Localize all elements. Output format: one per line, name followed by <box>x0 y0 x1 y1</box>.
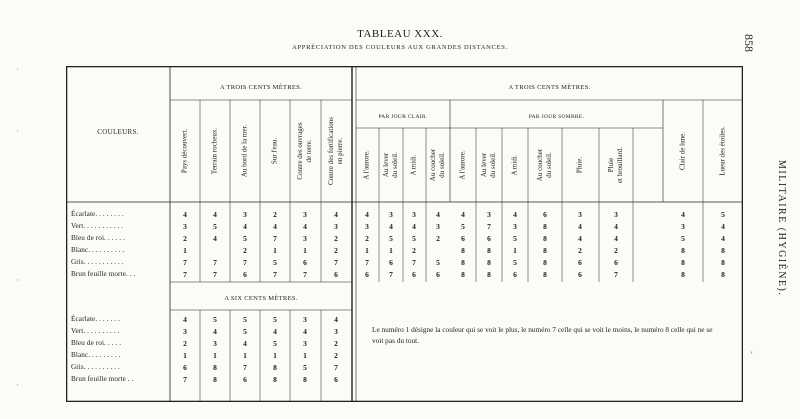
page-number: 858 <box>742 34 756 52</box>
row-600m-cell: 7 <box>183 375 187 384</box>
row-300m-cell: 3 <box>487 210 491 219</box>
subgroup-clear-day: PAR JOUR CLAIR. <box>378 114 428 120</box>
row-300m-cell: 6 <box>334 270 338 279</box>
column-header-dark-day-label: Pluie. <box>575 156 584 174</box>
row-300m-cell: 3 <box>412 210 416 219</box>
row-600m-cell: 5 <box>273 315 277 324</box>
row-300m-cell: 8 <box>543 258 547 267</box>
row-300m-cell: 6 <box>389 258 393 267</box>
row-600m-cell: 3 <box>183 327 187 336</box>
row-300m-cell: 8 <box>681 270 685 279</box>
row-600m-cell: 3 <box>334 327 338 336</box>
row-300m-cell: 4 <box>365 210 369 219</box>
row-300m-cell: 8 <box>487 270 491 279</box>
row-300m-cell: 6 <box>243 270 247 279</box>
row-300m-cell: 4 <box>721 222 725 231</box>
row-300m-cell: 1 <box>513 246 517 255</box>
row-600m-cell: 3 <box>303 339 307 348</box>
column-header-terrain-label: Sur l'eau. <box>270 137 279 165</box>
row-300m-cell: 6 <box>513 270 517 279</box>
row-600m-cell: 6 <box>243 375 247 384</box>
row-300m-cell: 5 <box>461 222 465 231</box>
row-300m-cell: 8 <box>721 270 725 279</box>
row-300m-cell: 4 <box>389 222 393 231</box>
row-600m-cell: 1 <box>243 351 247 360</box>
table-note: Le numéro 1 désigne la couleur qui se voit le plus, le numéro 7 celle qui se voit le moins, le numéro 8 celle qui ne se voit pas du tout. <box>372 325 713 345</box>
row-300m-cell: 2 <box>412 246 416 255</box>
row-300m-cell: 7 <box>365 258 369 267</box>
row-300m-cell: 6 <box>578 258 582 267</box>
row-600m-cell: 7 <box>334 363 338 372</box>
margin-mark: ʼ <box>750 350 753 360</box>
group-header-600m: A SIX CENTS MÈTRES. <box>224 295 298 302</box>
row-600m-cell: 5 <box>243 327 247 336</box>
row-300m-cell: 5 <box>213 222 217 231</box>
row-300m-cell: 6 <box>461 234 465 243</box>
row-600m-cell: 2 <box>334 339 338 348</box>
column-header-night-label: Lueur des étoiles. <box>718 126 727 176</box>
row-600m-cell: 1 <box>303 351 307 360</box>
row-300m-cell: 7 <box>183 258 187 267</box>
row-300m-cell: 2 <box>578 246 582 255</box>
row-300m-cell: 5 <box>513 234 517 243</box>
row-300m-cell: 5 <box>513 258 517 267</box>
row-300m-cell: 1 <box>183 246 187 255</box>
row-600m-cell: 2 <box>334 351 338 360</box>
row-300m-cell: 7 <box>412 258 416 267</box>
row-300m-cell: 5 <box>412 234 416 243</box>
row-600m-cell: 8 <box>273 375 277 384</box>
group-header-300m-weather: A TROIS CENTS MÈTRES. <box>508 84 591 91</box>
row-300m-cell: 7 <box>243 258 247 267</box>
row-600m-label: Gris. . . . . . . . . . <box>71 363 120 371</box>
row-300m-cell: 4 <box>614 234 618 243</box>
row-300m-label: Vert. . . . . . . . . . . <box>71 222 124 230</box>
row-600m-cell: 8 <box>303 375 307 384</box>
table-title: TABLEAU XXX. <box>357 28 443 40</box>
row-300m-cell: 7 <box>389 270 393 279</box>
row-300m-cell: 7 <box>183 270 187 279</box>
row-300m-cell: 8 <box>721 258 725 267</box>
row-600m-cell: 1 <box>273 351 277 360</box>
row-300m-cell: 7 <box>213 270 217 279</box>
row-300m-cell: 6 <box>436 270 440 279</box>
row-300m-cell: 8 <box>487 246 491 255</box>
row-300m-cell: 7 <box>273 270 277 279</box>
row-300m-cell: 8 <box>461 246 465 255</box>
row-600m-label: Bleu de roi. . . . . <box>71 339 122 347</box>
row-300m-cell: 6 <box>487 234 491 243</box>
row-300m-cell: 5 <box>273 258 277 267</box>
row-600m-cell: 7 <box>243 363 247 372</box>
row-600m-cell: 8 <box>273 363 277 372</box>
row-300m-cell: 4 <box>461 210 465 219</box>
row-300m-cell: 3 <box>578 210 582 219</box>
row-300m-cell: 8 <box>681 246 685 255</box>
column-header-terrain-label: Contre des fortifications en pierre. <box>327 116 344 186</box>
row-600m-label: Vert. . . . . . . . . . <box>71 327 120 335</box>
row-300m-cell: 6 <box>412 270 416 279</box>
row-600m-cell: 6 <box>183 363 187 372</box>
row-300m-cell: 7 <box>273 234 277 243</box>
row-300m-cell: 6 <box>543 210 547 219</box>
row-600m-cell: 1 <box>213 351 217 360</box>
row-300m-cell: 1 <box>365 246 369 255</box>
row-300m-cell: 8 <box>461 258 465 267</box>
row-300m-label: Écarlate. . . . . . . . <box>71 210 124 218</box>
row-600m-cell: 5 <box>273 339 277 348</box>
row-300m-cell: 4 <box>243 222 247 231</box>
row-600m-cell: 4 <box>183 315 187 324</box>
row-300m-cell: 3 <box>365 222 369 231</box>
row-300m-cell: 5 <box>243 234 247 243</box>
row-600m-cell: 5 <box>303 363 307 372</box>
row-600m-cell: 3 <box>213 339 217 348</box>
row-300m-cell: 3 <box>681 222 685 231</box>
row-300m-cell: 7 <box>614 270 618 279</box>
column-header-clear-day-label: Au coucher du soleil. <box>429 148 446 182</box>
row-300m-cell: 6 <box>614 258 618 267</box>
row-300m-label: Brun feuille morte. . . <box>71 270 136 278</box>
row-300m-cell: 4 <box>334 210 338 219</box>
row-300m-label: Gris. . . . . . . . . . . <box>71 258 124 266</box>
column-header-night-label: Clair de lune. <box>678 132 687 170</box>
row-300m-cell: 1 <box>303 246 307 255</box>
row-300m-cell: 7 <box>213 258 217 267</box>
column-header-dark-day-label: A l'aurore. <box>458 150 467 180</box>
row-300m-cell: 4 <box>578 222 582 231</box>
row-300m-cell: 7 <box>487 222 491 231</box>
row-600m-cell: 5 <box>243 315 247 324</box>
row-300m-cell: 3 <box>614 210 618 219</box>
column-header-clear-day-label: Au lever du soleil. <box>382 152 399 178</box>
row-300m-cell: 2 <box>183 234 187 243</box>
row-300m-cell: 2 <box>365 234 369 243</box>
row-300m-cell: 3 <box>436 222 440 231</box>
row-300m-cell: 7 <box>334 258 338 267</box>
row-300m-cell: 3 <box>389 210 393 219</box>
row-300m-cell: 4 <box>436 210 440 219</box>
row-600m-cell: 4 <box>273 327 277 336</box>
column-header-clear-day-label: A midi. <box>409 154 418 176</box>
table-subtitle: APPRÉCIATION DES COULEURS AUX GRANDES DISTANCES. <box>292 44 508 51</box>
margin-mark: · <box>16 126 19 136</box>
row-300m-cell: 2 <box>273 210 277 219</box>
row-600m-cell: 6 <box>334 375 338 384</box>
row-300m-cell: 3 <box>303 210 307 219</box>
column-header-dark-day-label: Au coucher du soleil. <box>536 148 553 182</box>
row-300m-cell: 8 <box>543 270 547 279</box>
row-600m-label: Blanc. . . . . . . . . <box>71 351 121 359</box>
column-header-dark-day-label: Au lever du soleil. <box>480 152 497 178</box>
row-300m-cell: 6 <box>365 270 369 279</box>
row-300m-cell: 4 <box>614 222 618 231</box>
row-600m-label: Écarlate. . . . . . . <box>71 315 120 323</box>
margin-mark: · <box>16 275 19 285</box>
column-header-terrain-label: Au bord de la mer. <box>240 124 249 178</box>
row-600m-cell: 4 <box>303 327 307 336</box>
row-600m-cell: 1 <box>183 351 187 360</box>
row-300m-cell: 4 <box>273 222 277 231</box>
row-300m-cell: 3 <box>513 222 517 231</box>
row-600m-cell: 5 <box>213 315 217 324</box>
row-300m-cell: 2 <box>334 246 338 255</box>
column-header-clear-day-label: A l'aurore. <box>362 150 371 180</box>
group-header-300m-land: A TROIS CENTS MÈTRES. <box>219 84 303 91</box>
row-600m-label: Brun feuille morte . . <box>71 375 134 383</box>
column-header-dark-day-label: A midi. <box>510 154 519 176</box>
row-300m-cell: 5 <box>436 258 440 267</box>
row-300m-cell: 8 <box>461 270 465 279</box>
row-300m-cell: 1 <box>273 246 277 255</box>
row-300m-cell: 8 <box>543 234 547 243</box>
row-300m-cell: 4 <box>721 234 725 243</box>
column-header-terrain-label: Pays découvert. <box>180 128 189 174</box>
row-300m-cell: 4 <box>412 222 416 231</box>
row-300m-cell: 4 <box>578 234 582 243</box>
row-300m-cell: 2 <box>243 246 247 255</box>
row-300m-cell: 7 <box>303 270 307 279</box>
row-300m-cell: 8 <box>543 246 547 255</box>
row-300m-cell: 2 <box>334 234 338 243</box>
row-300m-cell: 6 <box>303 258 307 267</box>
row-600m-cell: 4 <box>334 315 338 324</box>
row-600m-cell: 4 <box>243 339 247 348</box>
row-300m-cell: 6 <box>578 270 582 279</box>
subgroup-dark-day: PAR JOUR SOMBRE. <box>528 114 585 120</box>
row-300m-cell: 3 <box>183 222 187 231</box>
row-600m-cell: 4 <box>213 327 217 336</box>
row-300m-cell: 4 <box>513 210 517 219</box>
row-300m-cell: 5 <box>681 234 685 243</box>
row-300m-cell: 4 <box>213 210 217 219</box>
row-300m-label: Blanc. . . . . . . . . . <box>71 246 125 254</box>
color-visibility-table <box>66 66 743 402</box>
row-300m-cell: 4 <box>303 222 307 231</box>
row-600m-cell: 3 <box>303 315 307 324</box>
row-300m-label: Bleu de roi. . . . . . <box>71 234 125 242</box>
margin-mark: · <box>16 380 19 390</box>
row-600m-cell: 8 <box>213 375 217 384</box>
row-300m-cell: 2 <box>436 234 440 243</box>
row-300m-cell: 8 <box>721 246 725 255</box>
row-600m-cell: 8 <box>213 363 217 372</box>
row-300m-cell: 8 <box>681 258 685 267</box>
row-300m-cell: 3 <box>243 210 247 219</box>
column-header-terrain-label: Terrain rocheux. <box>210 127 219 175</box>
row-300m-cell: 2 <box>614 246 618 255</box>
row-300m-cell: 4 <box>681 210 685 219</box>
row-300m-cell: 4 <box>213 234 217 243</box>
running-head: MILITAIRE (HYGIÈNE). <box>776 160 787 297</box>
column-header-dark-day-label: Pluie et brouillard. <box>607 146 624 184</box>
row-300m-cell: 5 <box>721 210 725 219</box>
row-600m-cell: 2 <box>183 339 187 348</box>
row-300m-cell: 3 <box>303 234 307 243</box>
row-300m-cell: 1 <box>389 246 393 255</box>
row-300m-cell: 8 <box>543 222 547 231</box>
row-300m-cell: 8 <box>487 258 491 267</box>
row-300m-cell: 4 <box>183 210 187 219</box>
column-header-terrain-label: Contre des ouvrages de terre. <box>296 122 313 180</box>
colors-column-header: COULEURS. <box>97 128 139 136</box>
row-300m-cell: 5 <box>389 234 393 243</box>
row-300m-cell: 3 <box>334 222 338 231</box>
margin-mark: · <box>16 64 19 74</box>
